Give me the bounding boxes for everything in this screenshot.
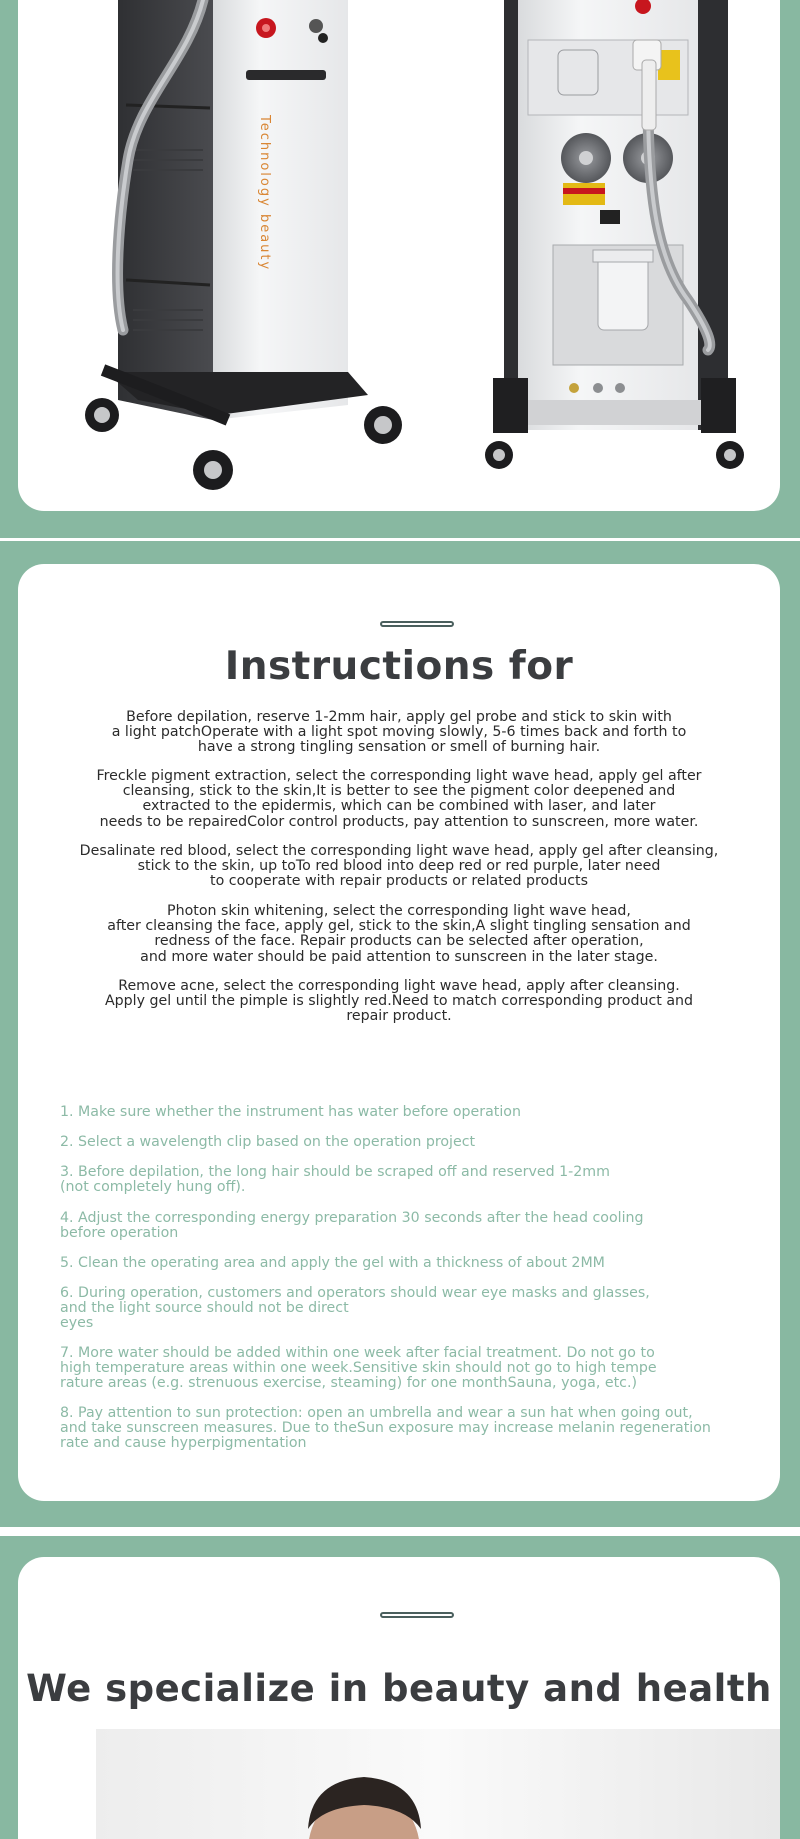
precaution-item: 7. More water should be added within one week after facial treatment. Do not go to high temperature areas within one week.Sensitive skin should not go to high tempe rature areas (e.g. strenuous exercise, steaming) for one monthSauna, yoga, etc.) <box>60 1345 657 1392</box>
precaution-item: 2. Select a wavelength clip based on the operation project <box>60 1134 476 1150</box>
precaution-item: 8. Pay attention to sun protection: open an umbrella and wear a sun hat when going out, and take sunscreen measures. Due to theSun exposure may increase melanin regeneration rate and cause hyperpigmentation <box>60 1405 711 1452</box>
precaution-item: 4. Adjust the corresponding energy preparation 30 seconds after the head cooling before operation <box>60 1210 644 1242</box>
instructions-card <box>18 564 780 1501</box>
instruction-paragraph: Before depilation, reserve 1-2mm hair, apply gel probe and stick to skin with a light patchOperate with a light spot moving slowly, 5-6 times back and forth to have a strong tingling sensation or smell of burning hair. <box>111 709 687 756</box>
instruction-paragraph: Desalinate red blood, select the corresponding light wave head, apply gel after cleansing, stick to the skin, up toTo red blood into deep red or red purple, later need to cooperate with repair products or related products <box>79 843 719 890</box>
section-divider-pill <box>380 1612 454 1618</box>
instruction-paragraph: Freckle pigment extraction, select the corresponding light wave head, apply gel after cleansing, stick to the skin,It is better to see the pigment color deepened and extracted to the epidermis, which can be combined with laser, and later needs to be repairedColor control products, pay attention to sunscreen, more water. <box>96 768 702 830</box>
machine-front-view <box>85 0 402 490</box>
product-photo-card <box>18 0 780 511</box>
instruction-paragraph: Photon skin whitening, select the corresponding light wave head, after cleansing the face, apply gel, stick to the skin,A slight tingling sensation and redness of the face. Repair products can be selected after operation, and more water should be paid attention to sunscreen in the later stage. <box>107 903 691 965</box>
section-divider-pill <box>380 621 454 627</box>
precaution-item: 1. Make sure whether the instrument has water before operation <box>60 1104 521 1120</box>
machine-side-label: Technology beauty <box>257 115 272 272</box>
specialize-card <box>18 1557 780 1839</box>
product-photo <box>18 0 780 511</box>
portrait-photo <box>96 1729 780 1839</box>
instructions-title: Instructions for <box>224 644 574 689</box>
instruction-paragraph: Remove acne, select the corresponding light wave head, apply after cleansing. Apply gel until the pimple is slightly red.Need to match corresponding product and repair product. <box>104 978 694 1025</box>
precaution-item: 6. During operation, customers and operators should wear eye masks and glasses, and the light source should not be direct eyes <box>60 1285 650 1332</box>
specialize-title: We specialize in beauty and health <box>26 1667 772 1710</box>
precaution-item: 5. Clean the operating area and apply the gel with a thickness of about 2MM <box>60 1255 605 1271</box>
machine-back-view <box>485 0 744 469</box>
precaution-item: 3. Before depilation, the long hair should be scraped off and reserved 1-2mm (not completely hung off). <box>60 1164 610 1196</box>
